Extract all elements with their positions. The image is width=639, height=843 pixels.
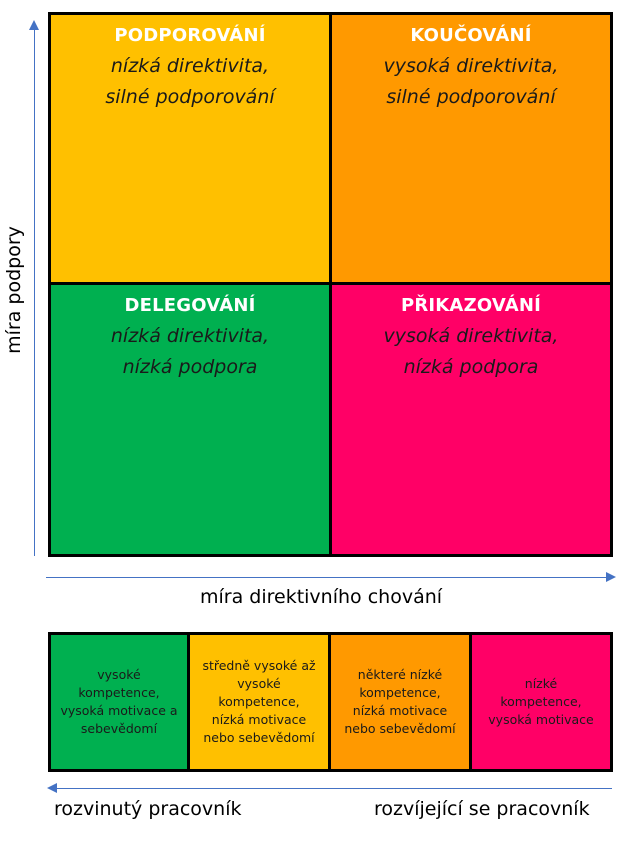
quadrant-title: DELEGOVÁNÍ — [124, 295, 256, 316]
development-level-line: sebevědomí — [80, 721, 158, 736]
quadrant-title: KOUČOVÁNÍ — [410, 25, 532, 46]
development-level-line: kompetence, — [218, 694, 300, 709]
development-level-text — [488, 675, 593, 729]
development-level-line: vysoké — [97, 667, 141, 682]
quadrant-directing — [332, 285, 610, 554]
x-axis-arrow-icon — [606, 572, 616, 582]
quadrant-supporting — [51, 15, 329, 282]
development-level-line: kompetence, — [359, 685, 441, 700]
development-level-line: vysoká motivace a — [60, 703, 178, 718]
development-level-d2 — [331, 635, 469, 769]
development-level-d3 — [190, 635, 328, 769]
bottom-axis-line — [56, 788, 612, 789]
development-level-line: některé nízké — [357, 667, 443, 682]
development-level-line: středně vysoké až — [202, 658, 316, 673]
development-level-strip — [48, 632, 613, 772]
development-level-text — [344, 666, 455, 738]
development-level-line: nízká motivace — [352, 703, 448, 718]
quadrant-delegating — [51, 285, 329, 554]
quadrant-description: nízká direktivita, silné podporování — [105, 55, 275, 108]
development-level-line: vysoké — [237, 676, 281, 691]
y-axis-line — [34, 26, 35, 556]
development-level-line: nízká motivace — [211, 712, 307, 727]
development-level-line: kompetence, — [500, 694, 582, 709]
development-level-d1 — [472, 635, 610, 769]
x-axis-label: míra direktivního chování — [200, 586, 443, 608]
quadrant-description: vysoká direktivita, nízká podpora — [383, 325, 559, 378]
development-level-text — [60, 666, 177, 738]
x-axis-line — [46, 577, 611, 578]
quadrant-description: vysoká direktivita, silné podporování — [383, 55, 559, 108]
quadrant-coaching — [332, 15, 610, 282]
development-level-line: nebo sebevědomí — [203, 730, 315, 745]
development-level-line: kompetence, — [78, 685, 160, 700]
development-level-line: vysoká motivace — [488, 712, 594, 727]
development-level-line: nízké — [524, 676, 558, 691]
y-axis-label: míra podpory — [3, 226, 25, 354]
quadrant-grid — [48, 12, 613, 557]
quadrant-title: PŘIKAZOVÁNÍ — [400, 295, 542, 316]
developing-worker-label: rozvíjející se pracovník — [374, 798, 590, 820]
development-level-line: nebo sebevědomí — [344, 721, 456, 736]
quadrant-title: PODPOROVÁNÍ — [114, 25, 266, 46]
development-level-d4 — [51, 635, 187, 769]
quadrant-description: nízká direktivita, nízká podpora — [110, 325, 270, 378]
developed-worker-label: rozvinutý pracovník — [54, 798, 242, 820]
development-level-text — [202, 657, 315, 747]
